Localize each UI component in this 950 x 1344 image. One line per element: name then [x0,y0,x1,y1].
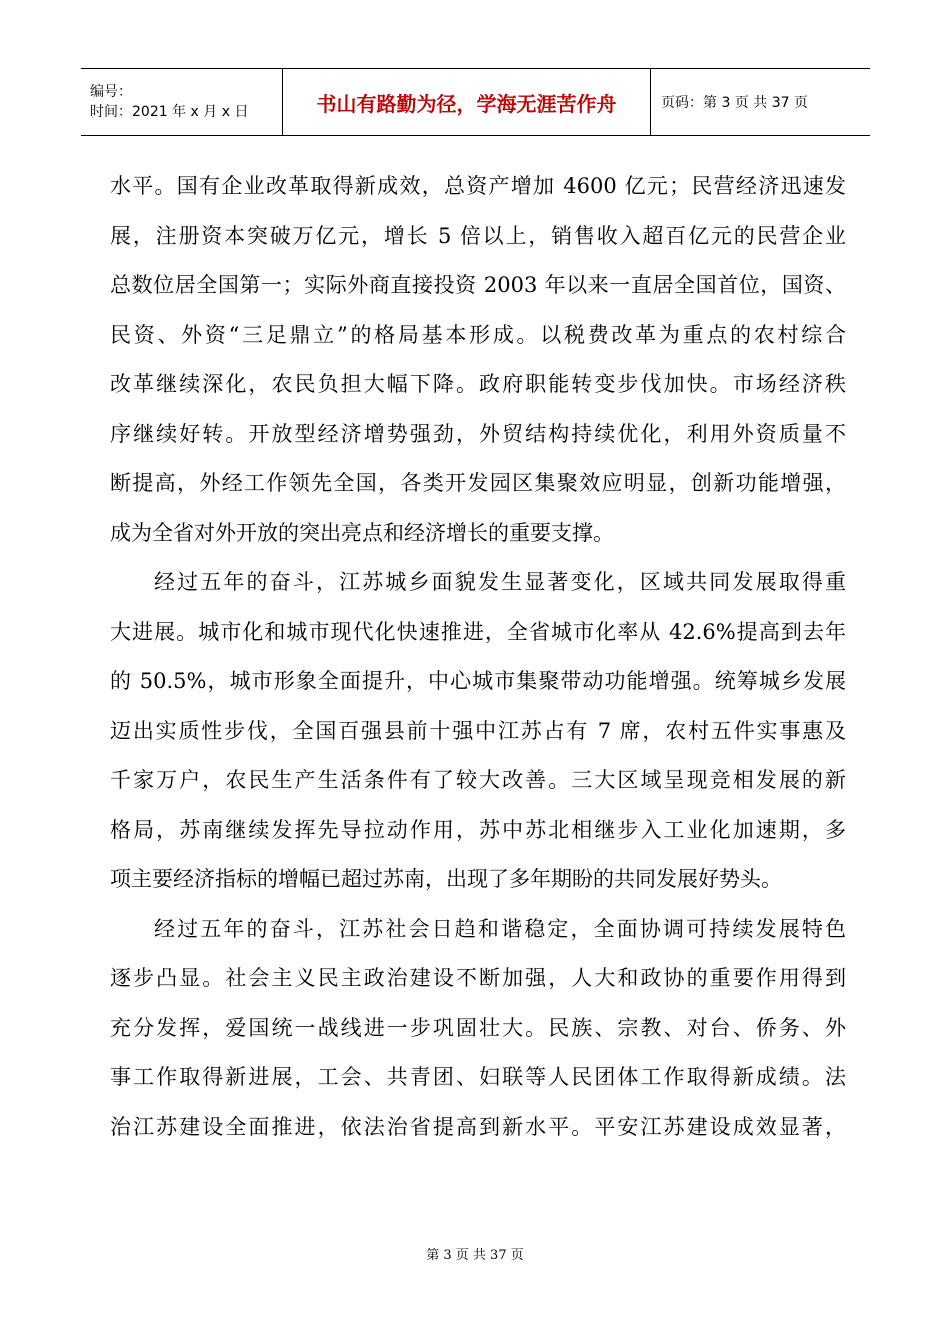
text-line: 民资、外资“三足鼎立”的格局基本形成。以税费改革为重点的农村综合 [110,322,846,347]
text-line: 改革继续深化，农民负担大幅下降。政府职能转变步伐加快。市场经济秩 [110,372,846,396]
text-line: 经过五年的奋斗，江苏城乡面貌发生显著变化，区域共同发展取得重 [154,570,846,594]
text-line: 总数位居全国第一；实际外商直接投资 2003 年以来一直居全国首位，国资、 [110,273,846,297]
document-body [110,168,846,1158]
text-line: 迈出实质性步伐，全国百强县前十强中江苏占有 7 席，农村五件实事惠及 [110,718,846,743]
document-number-label: 编号： [90,84,132,100]
document-time-label: 时间：2021 年 x 月 x 日 [90,104,249,120]
text-line: 断提高，外经工作领先全国，各类开发园区集聚效应明显，创新功能增强， [110,471,846,495]
paragraph-2 [110,564,846,911]
text-line: 千家万户，农民生产生活条件有了较大改善。三大区域呈现竞相发展的新 [110,768,846,792]
header-meta [81,69,283,135]
page-info-text: 页码：第 3 页 共 37 页 [661,95,808,111]
header-table [81,68,870,136]
text-line: 治江苏建设全面推进，依法治省提高到新水平。平安江苏建设成效显著， [110,1114,846,1139]
header-motto [283,69,651,135]
text-line: 展，注册资本突破万亿元，增长 5 倍以上，销售收入超百亿元的民营企业 [110,223,846,248]
text-line: 大进展。城市化和城市现代化快速推进，全省城市化率从 42.6%提高到去年 [110,619,846,644]
text-line: 的 50.5%，城市形象全面提升，中心城市集聚带动功能增强。统筹城乡发展 [110,669,846,693]
text-line: 格局，苏南继续发挥先导拉动作用，苏中苏北相继步入工业化加速期，多 [110,817,846,842]
page-footer [0,1244,950,1263]
text-line: 水平。国有企业改革取得新成效，总资产增加 4600 亿元；民营经济迅速发 [110,174,846,198]
motto-text: 书山有路勤为径，学海无涯苦作舟 [316,91,617,116]
text-line: 序继续好转。开放型经济增势强劲，外贸结构持续优化，利用外资质量不 [110,421,846,446]
text-line: 逐步凸显。社会主义民主政治建设不断加强，人大和政协的重要作用得到 [110,966,846,990]
header-page-info [651,69,870,135]
paragraph-1 [110,168,846,564]
paragraph-3 [110,911,846,1159]
text-line: 事工作取得新进展，工会、共青团、妇联等人民团体工作取得新成绩。法 [110,1065,846,1089]
text-line: 成为全省对外开放的突出亮点和经济增长的重要支撑。 [110,520,614,545]
text-line: 项主要经济指标的增幅已超过苏南，出现了多年期盼的共同发展好势头。 [110,867,782,891]
footer-page-number: 第 3 页 共 37 页 [426,1248,524,1263]
text-line: 经过五年的奋斗，江苏社会日趋和谐稳定，全面协调可持续发展特色 [154,916,846,941]
text-line: 充分发挥，爱国统一战线进一步巩固壮大。民族、宗教、对台、侨务、外 [110,1015,846,1040]
